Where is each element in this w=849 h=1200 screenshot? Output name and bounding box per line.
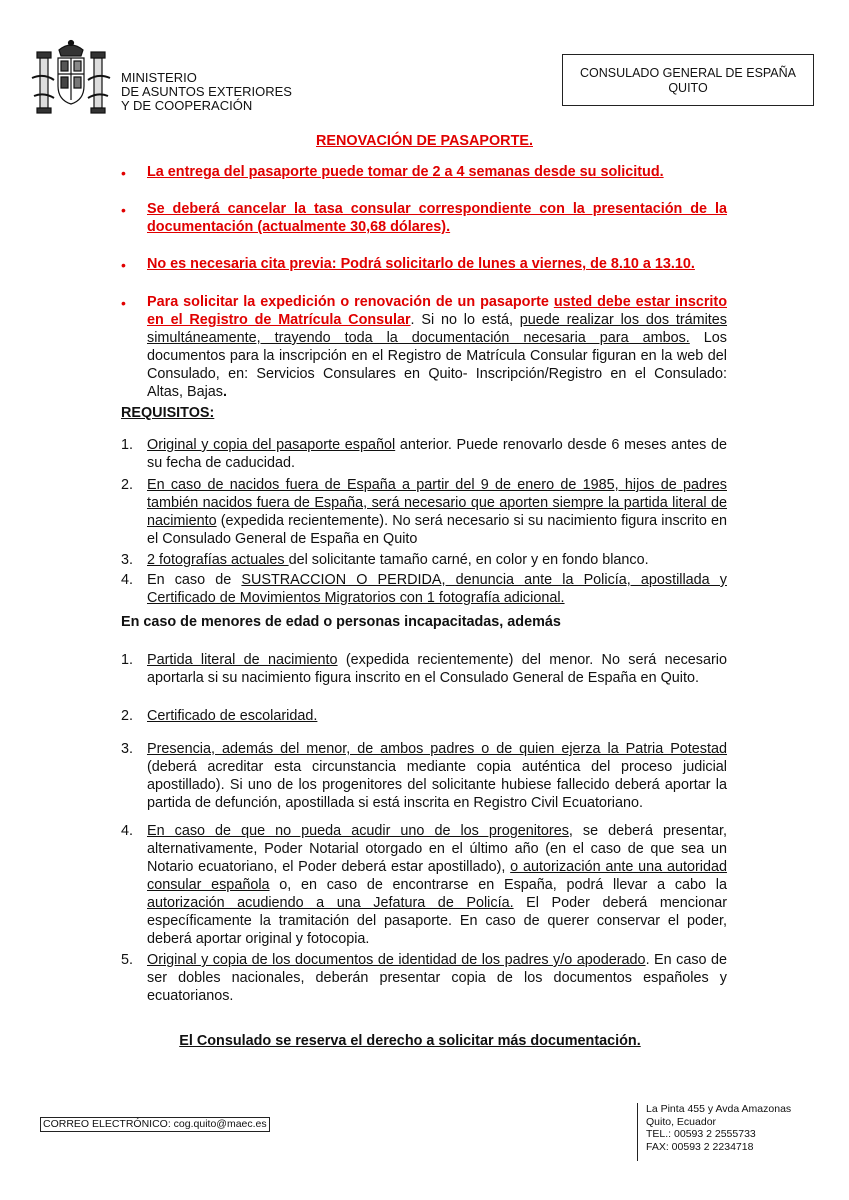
menores-item — [147, 651, 727, 687]
menores-item — [147, 707, 727, 725]
list-number: 1. — [121, 437, 134, 453]
consulado-line: CONSULADO GENERAL DE ESPAÑA — [579, 66, 797, 80]
list-number: 2. — [121, 708, 134, 724]
menores-item — [147, 822, 727, 948]
item-text: Original y copia de los documentos de identidad de los padres y/o apoderado — [147, 952, 646, 968]
item-text: , se deberá presentar, alternativamente, Poder Notarial otorgado en el último año (en el caso de que sea un Notario ecuatoriano, el Poder deberá estar apostillado), — [147, 823, 727, 875]
item-text: autorización acudiendo a una Jefatura de Policía. — [147, 895, 514, 911]
list-number: 1. — [121, 652, 134, 668]
registry-text: usted debe estar inscrito en el Registro de Matrícula Consular — [147, 294, 728, 328]
bullet-icon: • — [121, 202, 126, 218]
footer-email: CORREO ELECTRÓNICO: cog.quito@maec.es — [40, 1117, 270, 1132]
item-text: El Poder deberá mencionar específicamente la tramitación del pasaporte. En caso de querer conservar el poder, deberá aportar original y fotocopia. — [147, 895, 728, 947]
list-number: 5. — [121, 952, 134, 968]
document-title: RENOVACIÓN DE PASAPORTE. — [316, 133, 533, 149]
list-number: 3. — [121, 552, 134, 568]
menores-item — [147, 740, 727, 812]
address-line: FAX: 00593 2 2234718 — [646, 1140, 754, 1153]
ministry-line: MINISTERIO — [121, 70, 197, 85]
requisito-item — [147, 551, 727, 569]
requisito-item — [147, 476, 727, 548]
item-text: o autorización ante una autoridad consular española — [147, 859, 727, 893]
bullet-icon: • — [121, 165, 126, 181]
address-line: TEL.: 00593 2 2555733 — [646, 1128, 756, 1140]
item-text: Certificado de escolaridad. — [147, 708, 318, 724]
bullet-delivery-time: La entrega del pasaporte puede tomar de 2 a 4 semanas desde su solicitud. — [147, 164, 664, 180]
registry-text: puede realizar los dos trámites simultáneamente, trayendo toda la documentación necesaria para ambos. — [147, 312, 728, 346]
footer-address — [637, 1103, 791, 1161]
item-text: (expedida recientemente) del menor. No será necesario aportarla si su nacimiento figura inscrito en el Consulado General de España en Quito. — [147, 652, 727, 686]
list-number: 4. — [121, 823, 134, 839]
item-text: En caso de nacidos fuera de España a partir del 9 de enero de 1985, hijos de padres también nacidos fuera de España, será necesario que aporten siempre la partida literal de nacimiento — [147, 477, 727, 529]
menores-item — [147, 951, 727, 1005]
consulado-line: QUITO — [668, 81, 708, 95]
item-text: anterior. Puede renovarlo desde 6 meses antes de su fecha de caducidad. — [147, 437, 727, 471]
list-number: 3. — [121, 741, 134, 757]
list-number: 4. — [121, 572, 134, 588]
item-text: . En caso de ser dobles nacionales, deberán presentar copia de los documentos españoles y ecuatorianos. — [147, 952, 727, 1004]
item-text: (deberá acreditar esta circunstancia mediante copia auténtica del proceso judicial apostillado). Si uno de los progenitores del solicitante hubiese fallecido deberá aportar la partida de defunción, apostillada si está inscrita en Registro Civil Ecuatoriano. — [147, 759, 727, 811]
item-text: (expedida recientemente). No será necesario si su nacimiento figura inscrito en el Consulado General de España en Quito — [147, 513, 727, 547]
item-text: En caso de que no pueda acudir uno de los progenitores — [147, 823, 569, 839]
registry-text: . — [223, 384, 227, 400]
consulado-box — [562, 54, 814, 106]
address-line: La Pinta 455 y Avda Amazonas — [646, 1103, 792, 1115]
ministry-line: Y DE COOPERACIÓN — [121, 98, 253, 113]
item-text: En caso de — [147, 572, 242, 588]
menores-heading: En caso de menores de edad o personas incapacitadas, además — [121, 614, 561, 630]
list-number: 2. — [121, 477, 134, 493]
requisitos-heading: REQUISITOS: — [121, 405, 215, 421]
closing-note: El Consulado se reserva el derecho a solicitar más documentación. — [179, 1033, 641, 1049]
item-text: Presencia, además del menor, de ambos padres o de quien ejerza la Patria Potestad — [147, 741, 727, 757]
item-text: Original y copia del pasaporte español — [147, 437, 396, 453]
registry-text: Los documentos para la inscripción en el Registro de Matrícula Consular figuran en la web del Consulado, en: Servicios Consulares en Quito- Inscripción/Registro en el Consulado: Altas, Bajas — [147, 330, 727, 400]
item-text: o, en caso de encontrarse en España, podrá llevar a cabo la — [269, 877, 727, 893]
item-text: 2 fotografías actuales — [147, 552, 289, 568]
bullet-consular-fee: Se deberá cancelar la tasa consular correspondiente con la presentación de la documentación (actualmente 30,68 dólares). — [147, 201, 727, 235]
bullet-icon: • — [121, 257, 126, 273]
ministry-name — [121, 71, 292, 113]
registry-text: . Si no lo está, — [410, 312, 520, 328]
ministry-line: DE ASUNTOS EXTERIORES — [121, 84, 292, 99]
bullet-registry-requirement — [147, 293, 727, 401]
registry-text: Para solicitar la expedición o renovación de un pasaporte — [147, 294, 554, 310]
item-text: Partida literal de nacimiento — [147, 652, 338, 668]
item-text: SUSTRACCION O PERDIDA, denuncia ante la Policía, apostillada y Certificado de Movimientos Migratorios con 1 fotografía adicional. — [147, 572, 727, 606]
bullet-no-appointment: No es necesaria cita previa: Podrá solicitarlo de lunes a viernes, de 8.10 a 13.10. — [147, 256, 695, 272]
bullet-icon: • — [121, 295, 126, 311]
coat-of-arms-icon — [26, 38, 116, 120]
requisito-item — [147, 436, 727, 472]
address-line: Quito, Ecuador — [646, 1115, 717, 1128]
item-text: del solicitante tamaño carné, en color y en fondo blanco. — [288, 552, 649, 568]
requisito-item — [147, 571, 727, 607]
